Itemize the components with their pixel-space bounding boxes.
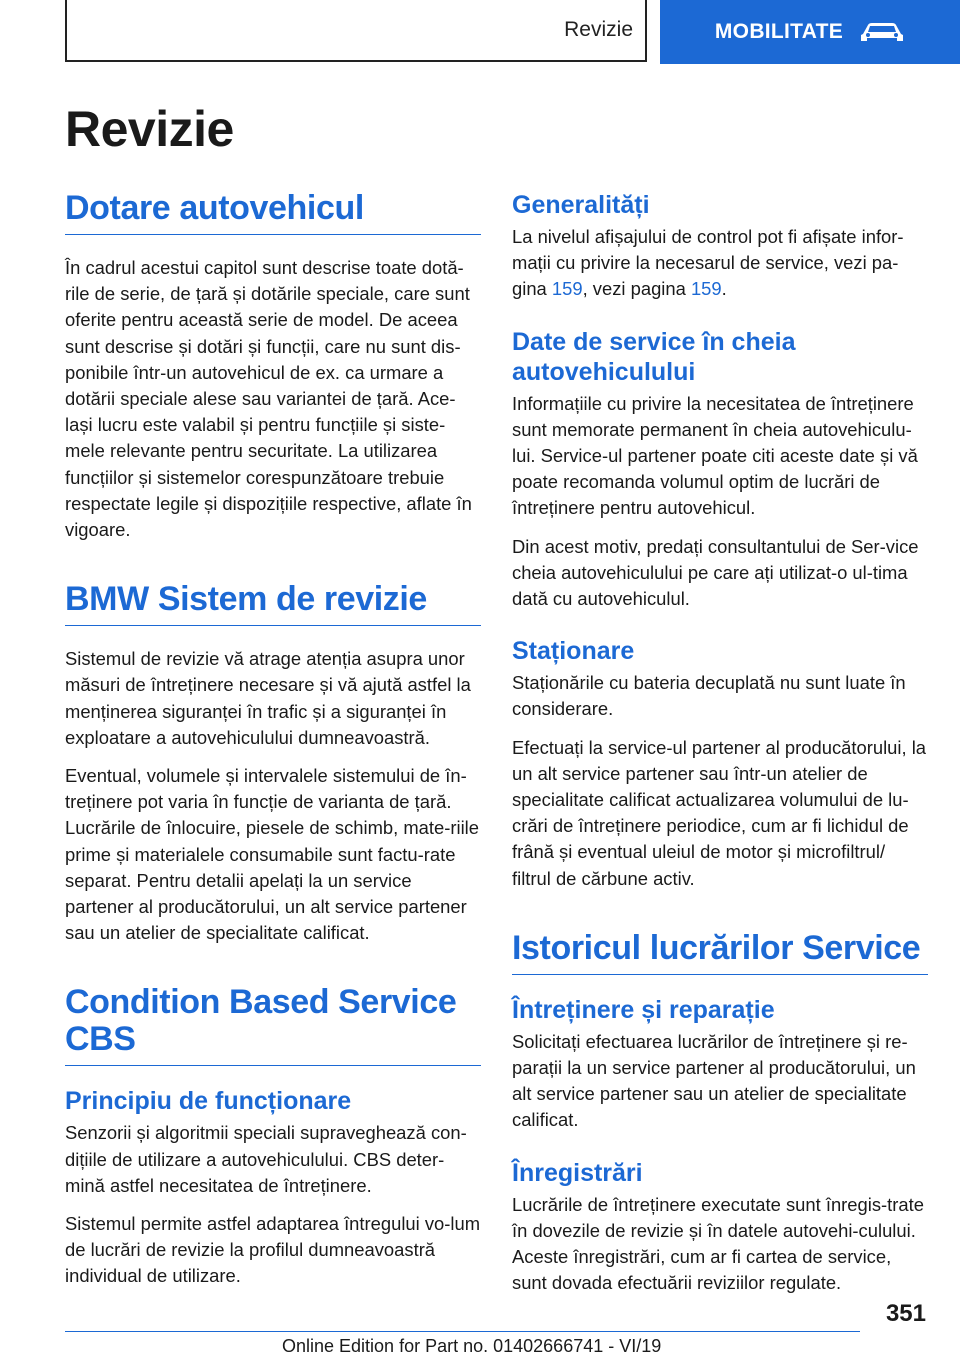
left-column: [65, 190, 481, 1302]
page-title: Revizie: [65, 101, 234, 157]
paragraph-generalitati: La nivelul afișajului de control pot fi afișate infor‐mații cu privire la necesarul de service, vezi pa‐gina 159, vezi pagina 159.: [512, 226, 904, 300]
subsection-title-cheie: Date de service în cheia autovehiculului: [512, 327, 796, 386]
paragraph-dotare: În cadrul acestui capitol sunt descrise toate dotă‐rile de serie, de țară și dotările speciale, care sunt oferite pentru această serie de model. De aceea sunt descrise și dotări și funcții, care nu sunt dis‐ponibile într-un autovehicul de ex. ca urmare a dotării speciale alese sau variantei de țară. Ace‐lași lucru este valabil și pentru funcțiile și siste‐mele relevante pentru securitate. La utilizarea funcțiilor și sistemelor corespunzătoare trebuie respectate legile și dispozițiile respective, aflate în vigoare.: [65, 257, 472, 541]
paragraph-stationare-1: Staționările cu bateria decuplată nu sunt luate în considerare.: [512, 672, 906, 720]
subsection-title-generalitati: Generalități: [512, 191, 650, 219]
page-number: 351: [885, 1300, 926, 1327]
subsection-title-intretinere: Întreținere și reparație: [512, 995, 775, 1024]
car-icon: [859, 20, 905, 44]
section-title-dotare: Dotare autovehicul: [65, 190, 481, 235]
subsection-title-inregistrari: Înregistrări: [512, 1158, 643, 1187]
header-section-box: [65, 0, 647, 62]
paragraph-inregistrari: Lucrările de întreținere executate sunt înregis‐trate în dovezile de revizie și în datele autovehi‐culului. Aceste înregistrări, cum ar fi cartea de service, sunt dovada efectuării reviziilor regulate.: [512, 1193, 924, 1294]
paragraph-stationare-2: Efectuați la service-ul partener al producătorului, la un alt service partener sau într-un atelier de specialitate calificat actualizarea volumului de lu‐crări de întreținere periodice, cum ar fi lichidul de frână și eventual uleiul de motor și microfiltrul/ filtrul de cărbune activ.: [512, 736, 927, 889]
section-title-istoric: Istoricul lucrărilor Service: [512, 930, 928, 975]
subsection-title-principiu: Principiu de funcționare: [65, 1087, 352, 1116]
paragraph-sistem-1: Sistemul de revizie vă atrage atenția asupra unor măsuri de întreținere necesare și vă ajută astfel la menținerea siguranței în trafic și a siguranței în exploatare a autovehiculului dumneavoastră.: [65, 648, 471, 748]
section-title-bmw-sistem: BMW Sistem de revizie: [65, 581, 481, 626]
footer-edition: Online Edition for Part no. 01402666741 - VI/19: [282, 1336, 662, 1356]
paragraph-intretinere: Solicitați efectuarea lucrărilor de întreținere și re‐parații la un service partener al producătorului, un alt service partener sau un atelier de specialitate calificat.: [512, 1030, 916, 1131]
header-section-title: Revizie: [564, 18, 633, 41]
paragraph-cheie-2: Din acest motiv, predați consultantului de Ser‐vice cheia autovehiculului pe care ați utilizat-o ul‐tima dată cu autovehiculul.: [512, 535, 919, 610]
section-title-cbs: Condition Based Service CBS: [65, 984, 481, 1066]
header-category-tab[interactable]: [660, 0, 960, 64]
header-category-label: MOBILITATE: [714, 20, 844, 43]
right-column: [512, 190, 928, 1308]
paragraph-sistem-2: Eventual, volumele și intervalele sistemului de în‐treținere pot varia în funcție de varianta de țară. Lucrările de înlocuire, piesele de schimb, mate‐riile prime și materialele consumabile sunt factu‐rate separat. Pentru detalii apelați la un service partener al producătorului, un alt service partener sau un atelier de specialitate calificat.: [65, 765, 479, 944]
paragraph-principiu-2: Sistemul permite astfel adaptarea întregului vo‐lum de lucrări de revizie la profilul dumneavoastră individual de utilizare.: [65, 1213, 481, 1287]
footer-divider: [65, 1331, 860, 1332]
page-link-159[interactable]: 159: [551, 278, 583, 300]
paragraph-principiu-1: Senzorii și algoritmii speciali supraveghează con‐dițiile de utilizare a autovehiculului. CBS deter‐mină astfel necesitatea de întreținere.: [65, 1122, 467, 1196]
page-link-159-second[interactable]: 159: [690, 278, 722, 300]
paragraph-cheie-1: Informațiile cu privire la necesitatea de întreținere sunt memorate permanent în cheia autovehiculu‐lui. Service-ul partener poate citi aceste date și vă poate recomanda volumul optim de lucrări de întreținere pentru autovehicul.: [512, 392, 918, 519]
subsection-title-stationare: Staționare: [512, 637, 635, 666]
